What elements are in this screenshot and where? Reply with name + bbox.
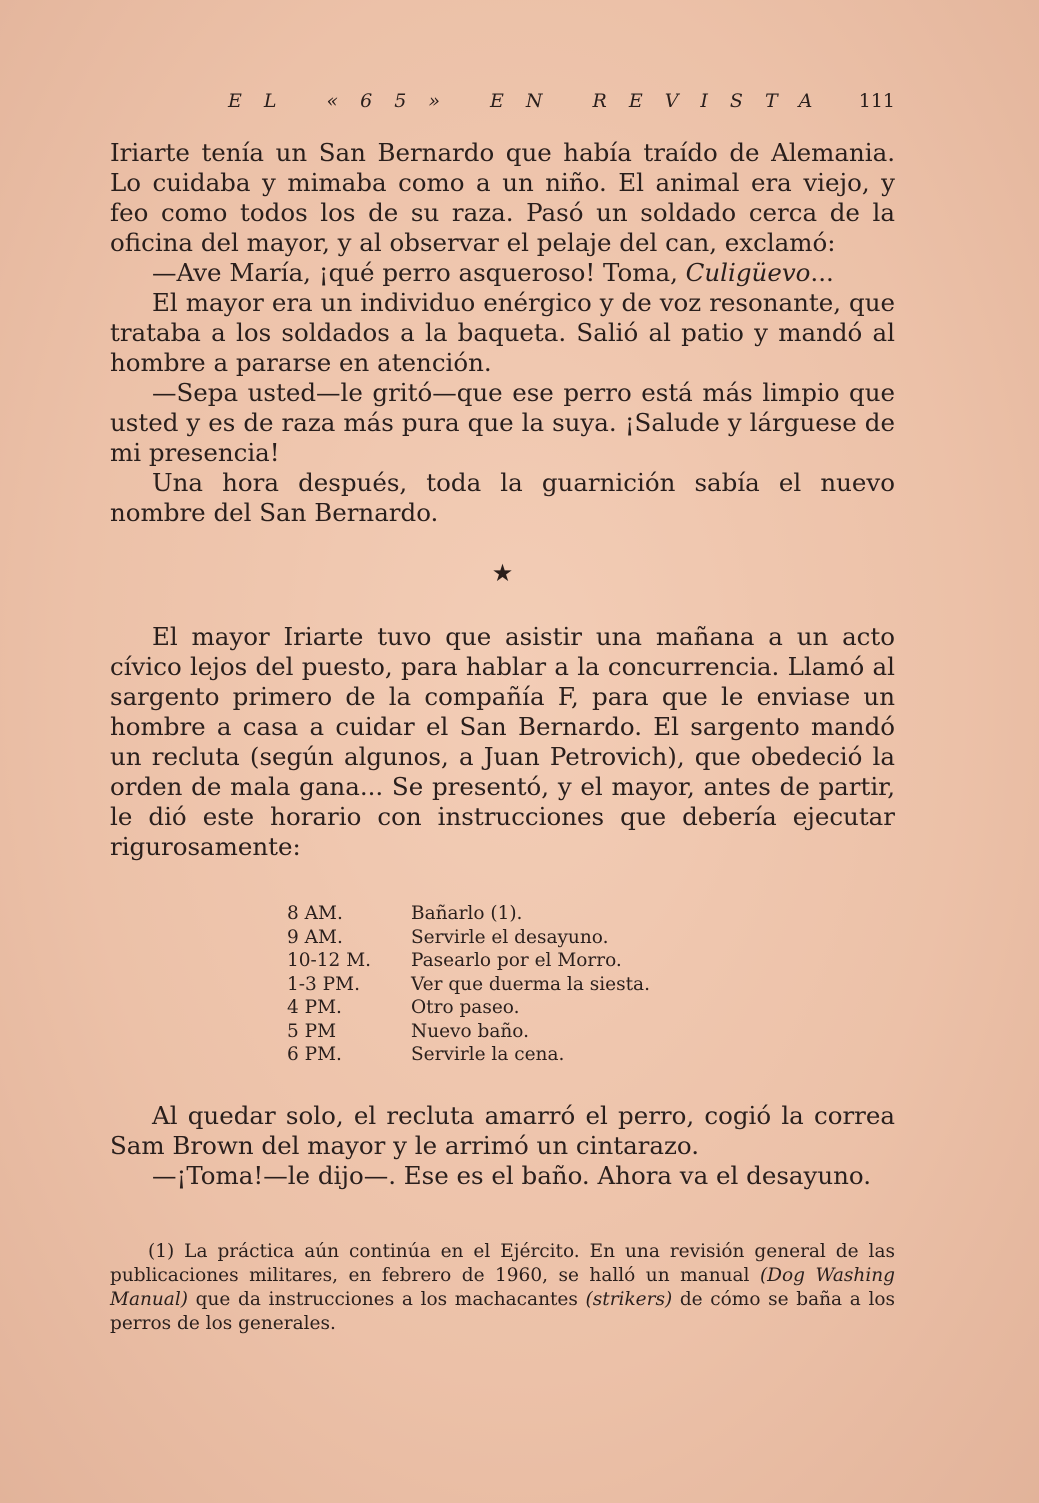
paragraph-3: El mayor era un individuo enérgico y de voz resonante, que trataba a los soldados a la baqueta. Salió al patio y mandó al hombre a pararse en atención. [110, 288, 895, 377]
footnote-mark: (1) [148, 1241, 175, 1262]
schedule-task: Pasearlo por el Morro. [411, 950, 622, 971]
footnote [110, 1240, 895, 1336]
schedule-time: 1-3 PM. [287, 973, 360, 995]
paragraph-2-text: —Ave María, ¡qué perro asqueroso! Toma, [152, 258, 686, 287]
schedule-row [287, 949, 650, 973]
schedule-row [287, 902, 650, 926]
section-separator-star: ★ [491, 559, 514, 587]
paragraph-5: Una hora después, toda la guarnición sabía el nuevo nombre del San Bernardo. [110, 468, 895, 527]
page-number: 111 [858, 90, 895, 112]
schedule-time: 5 PM [287, 1020, 337, 1042]
schedule-row [287, 973, 650, 997]
schedule-task: Nuevo baño. [411, 1020, 530, 1042]
schedule-task: Ver que duerma la siesta. [411, 973, 650, 995]
paragraph-1: Iriarte tenía un San Bernardo que había traído de Alemania. Lo cuidaba y mimaba como a un niño. El animal era viejo, y feo como todos los de su raza. Pasó un soldado cerca de la oficina del mayor, y al observar el pelaje del can, exclamó: [110, 138, 895, 257]
schedule-time: 6 PM. [287, 1044, 342, 1065]
footnote-manual-title: (Dog Washing Manual) [110, 1265, 895, 1310]
footnote-text-c: de cómo se baña a los perros de los generales. [110, 1289, 896, 1334]
footnote-strikers: (strikers) [585, 1289, 673, 1310]
schedule-row [287, 1020, 650, 1044]
schedule-time: 4 PM. [287, 997, 342, 1018]
schedule-row [287, 926, 650, 950]
paragraph-2-nickname: Culigüevo [685, 258, 811, 287]
paragraph-6: El mayor Iriarte tuvo que asistir una mañana a un acto cívico lejos del puesto, para hablar a la concurrencia. Llamó al sargento primero de la compañía F, para que le enviase un hombre a casa a cuidar el San Bernardo. El sargento mandó un recluta (según algunos, a Juan Petrovich), que obedeció la orden de mala gana... Se presentó, y el mayor, antes de partir, le dió este horario con instrucciones que debería ejecutar rigurosamente: [110, 622, 895, 861]
schedule-task: Servirle la cena. [411, 1044, 565, 1065]
page-header [110, 90, 895, 112]
footnote-text-a: La práctica aún continúa en el Ejército. En una revisión general de las publicaciones militares, en febrero de 1960, se halló un manual [110, 1241, 895, 1286]
paragraph-7: Al quedar solo, el recluta amarró el perro, cogió la correa Sam Brown del mayor y le arrimó un cintarazo. [110, 1100, 895, 1160]
schedule-time: 9 AM. [287, 926, 343, 948]
schedule-row [287, 996, 650, 1020]
paragraph-8: —¡Toma!—le dijo—. Ese es el baño. Ahora va el desayuno. [152, 1160, 872, 1190]
schedule-table [287, 902, 650, 1067]
paragraph-4: —Sepa usted—le gritó—que ese perro está más limpio que usted y es de raza más pura que la suya. ¡Salude y lárguese de mi presencia! [110, 378, 895, 467]
schedule-time: 10-12 M. [287, 950, 372, 971]
paragraph-2-ellipsis: ... [810, 258, 834, 287]
body-text [110, 138, 895, 1191]
schedule-task: Otro paseo. [411, 997, 520, 1018]
paragraph-2 [110, 258, 895, 288]
schedule-time: 8 AM. [287, 903, 343, 924]
running-title: EL «65» EN REVISTA [228, 90, 835, 112]
footnote-text-b: que da instrucciones a los machacantes [187, 1289, 586, 1310]
schedule-task: Servirle el desayuno. [411, 926, 609, 948]
schedule-task: Bañarlo (1). [411, 903, 523, 924]
schedule-row [287, 1043, 650, 1067]
